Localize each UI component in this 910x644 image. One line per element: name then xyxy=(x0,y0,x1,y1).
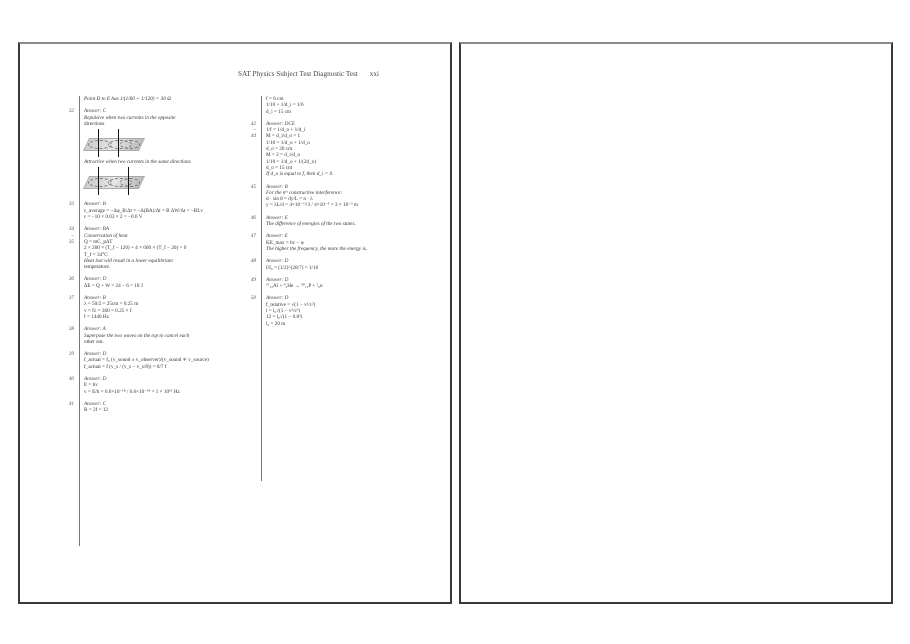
answer-entry xyxy=(242,96,432,115)
explanation-line: f = 1440 Hz xyxy=(84,313,109,320)
question-number-part: 34 xyxy=(68,226,74,233)
answer-entry xyxy=(60,401,250,414)
explanation-line: y = λL/d = 4×10⁻⁷×3 / 4×10⁻⁵ = 3 × 10⁻² m xyxy=(266,202,358,209)
question-number xyxy=(242,215,256,221)
answer-label: Answer: E xyxy=(266,214,288,221)
question-number-part: 38 xyxy=(68,326,74,333)
explanation-line: f_actual = f (v_s / (v_s − v_s/8)) = 8/7 f xyxy=(84,363,167,370)
answer-label: Answer: B xyxy=(84,295,106,302)
question-number xyxy=(242,295,256,301)
explanation-line: v = fλ = 360 = 0.25 × f xyxy=(84,307,132,314)
question-number xyxy=(60,376,74,382)
explanation-line: d · sin θ = dy/L = n · λ xyxy=(266,196,313,203)
explanation-line: ²⁷₁₃Al + ⁴₂He → ³⁰₁₅P + ¹₀n xyxy=(266,283,323,290)
explanation-line: f_actual = f₀ (v_sound ± v_observer)/(v_sound ∓ v_source) xyxy=(84,357,209,364)
explanation-line: Point D to E has 1/(1/60 + 1/120) = 30 Ω xyxy=(84,96,171,102)
explanation-line: l₀ = 20 m xyxy=(266,320,286,327)
running-head-title: SAT Physics Subject Test Diagnostic Test xyxy=(238,70,358,78)
attractive-currents-figure xyxy=(84,167,144,195)
explanation-line: T_f = 34°C xyxy=(84,251,108,258)
explanation-line: Heat lost will result in a lower equilibrium xyxy=(84,257,173,264)
answer-entry xyxy=(60,295,250,320)
explanation-line: λ = 50/2 = 25cm = 0.25 m xyxy=(84,301,139,308)
question-number xyxy=(60,201,74,207)
answer-entry xyxy=(60,351,250,370)
answer-entry xyxy=(242,184,432,209)
answer-entry xyxy=(242,233,432,252)
answer-label: Answer: DCE xyxy=(266,120,295,127)
explanation-line: directions xyxy=(84,120,105,127)
explanation-line: Q = mC_pΔT xyxy=(84,238,113,245)
question-number-part: 46 xyxy=(250,214,256,221)
answer-label: Answer: A xyxy=(84,326,106,333)
explanation-line: ε_average = −Δφ_B/Δt = −Δ(BA)/Δt = B ΔW/Δt = −BLv xyxy=(84,207,203,214)
question-number-part: 49 xyxy=(250,276,256,283)
question-number-part: 35 xyxy=(68,238,74,245)
question-number xyxy=(60,401,74,407)
answer-label: Answer: D xyxy=(84,376,107,383)
question-number-part: 32 xyxy=(68,108,74,115)
explanation-line: 1/10 + 1/d_i = 1/6 xyxy=(266,102,304,109)
explanation-line: 1/f = 1/d_o + 1/d_i xyxy=(266,127,306,134)
answer-entry xyxy=(60,108,250,195)
question-number-part: – xyxy=(253,127,256,134)
explanation-line: 1/10 = 1/d_o + 1/d_o xyxy=(266,139,310,146)
explanation-line: ΔE = Q + W = 24 − 6 = 18 J xyxy=(84,282,143,289)
answer-entry xyxy=(242,258,432,271)
explanation-line: d_i = 15 cm xyxy=(266,108,291,115)
question-number xyxy=(60,351,74,357)
question-number xyxy=(242,184,256,190)
explanation-line: f = 6 cm xyxy=(266,96,284,102)
left-page xyxy=(18,42,452,604)
question-number-part: 33 xyxy=(68,201,74,208)
explanation-line: d_o = 15 cm xyxy=(266,164,293,171)
answer-label: Answer: B xyxy=(84,201,106,208)
question-number xyxy=(60,295,74,301)
explanation-line: KE_max = hv − φ xyxy=(266,239,304,246)
question-number-part: 36 xyxy=(68,276,74,283)
question-number xyxy=(60,108,74,114)
question-number-part: 40 xyxy=(68,376,74,383)
answer-entry xyxy=(242,215,432,228)
explanation-line: v = E/h = 6.6×10⁻¹⁸ / 6.6×10⁻³⁴ = 1 × 10¹⁶ Hz xyxy=(84,388,180,395)
explanation-line: The difference of energies of the two states. xyxy=(266,221,356,228)
question-number xyxy=(60,226,74,245)
answer-label: Answer: C xyxy=(84,108,107,115)
answer-entry xyxy=(60,96,250,102)
explanation-line: temperature. xyxy=(84,264,111,271)
question-number-part: 45 xyxy=(250,183,256,190)
explanation-line: l = l₀√(1 − v²/c²) xyxy=(266,308,301,315)
answer-label: Answer: D xyxy=(266,276,289,283)
question-number xyxy=(242,277,256,283)
question-number xyxy=(60,276,74,282)
question-number xyxy=(242,121,256,140)
question-number-part: 48 xyxy=(250,258,256,265)
question-number-part: – xyxy=(71,232,74,239)
answer-entry xyxy=(242,121,432,178)
question-number-part: 44 xyxy=(250,133,256,140)
running-head xyxy=(238,70,379,78)
answer-entry xyxy=(242,277,432,290)
answer-entry xyxy=(242,295,432,326)
explanation-line: M = d_i/d_o = 1 xyxy=(266,133,301,140)
answer-label: Answer: D xyxy=(266,258,289,265)
explanation-line: If d_o is equal to f, then d_i = 0. xyxy=(266,171,334,178)
answer-entry xyxy=(60,276,250,289)
answer-entry xyxy=(60,226,250,270)
answer-label: Answer: D xyxy=(84,351,107,358)
explanation-line: Conservation of heat xyxy=(84,232,128,239)
explanation-line: f_relative = √(1 − v²/c²) xyxy=(266,301,316,308)
explanation-line: I/I₀ = (1/2)^(28/7) = 1/16 xyxy=(266,264,319,271)
answer-label: Answer: B xyxy=(266,183,288,190)
question-number xyxy=(242,233,256,239)
explanation-line: d_o = 20 cm xyxy=(266,146,293,153)
answer-label: Answer: C xyxy=(84,400,107,407)
question-number-part: 41 xyxy=(68,400,74,407)
left-answer-column xyxy=(60,96,250,420)
explanation-line: M = 2 = d_i/d_o xyxy=(266,152,301,159)
explanation-line: 2 × 200 × (T_f − 120) + 4 × 600 × (T_f − 20) = 0 xyxy=(84,245,187,252)
explanation-line: Repulsive when two currents in the opposite xyxy=(84,114,176,121)
explanation-line: 1/10 = 1/d_o + 1/(2d_o) xyxy=(266,158,316,165)
question-number xyxy=(60,326,74,332)
answer-entry xyxy=(60,376,250,395)
answer-entry xyxy=(60,326,250,345)
explanation-line: ε = −10 × 0.03 × 2 = −0.6 V xyxy=(84,214,143,221)
answer-label: Answer: D xyxy=(266,295,289,302)
page-number: xxi xyxy=(369,70,379,78)
explanation-line: E = hv xyxy=(84,382,98,389)
answer-label: Answer: BA xyxy=(84,226,109,233)
explanation-line: Attractive when two currents in the same directions xyxy=(84,159,191,166)
explanation-line: Superpose the two waves on the top to cancel each xyxy=(84,332,190,339)
explanation-line: 12 = l₀√(1 − 0.8²) xyxy=(266,314,303,321)
repulsive-currents-figure xyxy=(84,129,144,157)
question-number-part: 37 xyxy=(68,295,74,302)
explanation-line: For the nᵗʰ constructive interference: xyxy=(266,189,343,196)
question-number xyxy=(242,258,256,264)
answer-label: Answer: E xyxy=(266,233,288,240)
question-number-part: 39 xyxy=(68,351,74,358)
answer-entry xyxy=(60,201,250,220)
explanation-line: R = 2f = 12 xyxy=(84,407,109,414)
question-number-part: 42 xyxy=(250,120,256,127)
explanation-line: other out. xyxy=(84,338,104,345)
question-number-part: 50 xyxy=(250,295,256,302)
answer-label: Answer: D xyxy=(84,276,107,283)
right-answer-column xyxy=(242,96,432,333)
explanation-line: The higher the frequency, the more the energy is. xyxy=(266,245,368,252)
right-page-blank xyxy=(459,42,893,604)
question-number-part: 47 xyxy=(250,233,256,240)
